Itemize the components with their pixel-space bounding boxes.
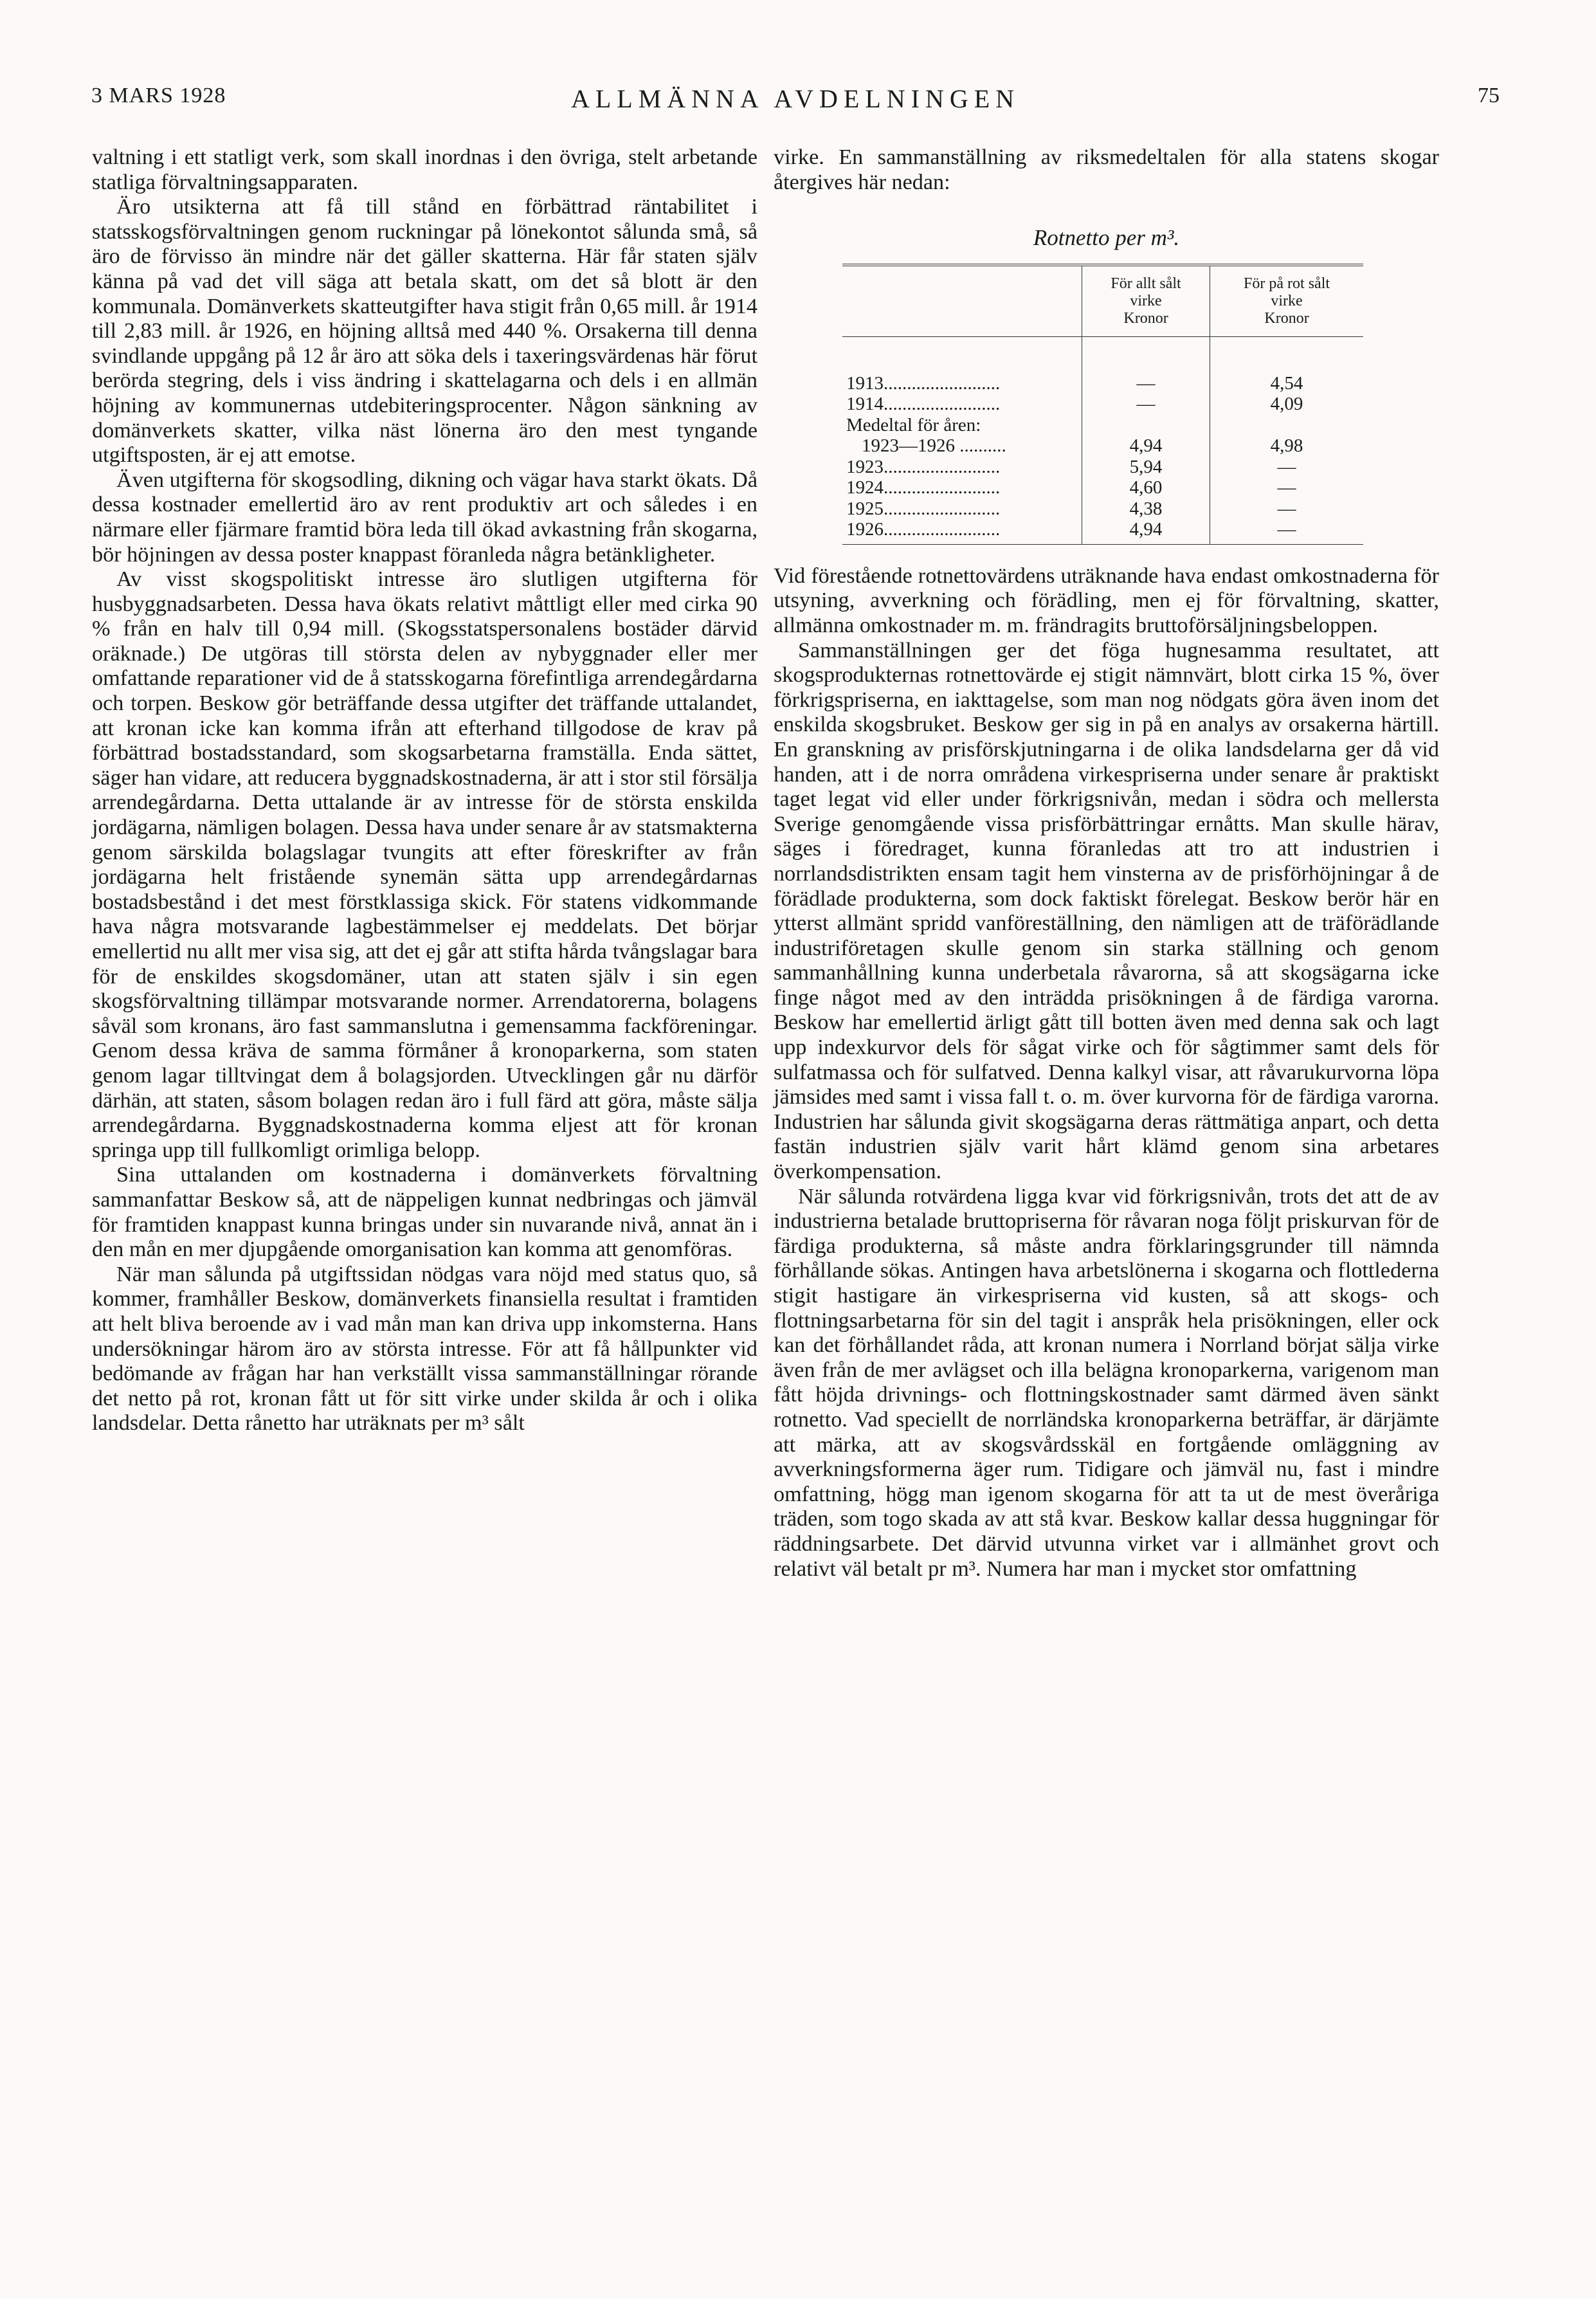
row-value-rot: — — [1210, 477, 1363, 498]
header-col1-unit: Kronor — [1123, 309, 1168, 327]
row-value-rot: — — [1210, 457, 1363, 478]
paragraph: Sammanställningen ger det föga hugnesamma resultatet, att skogsprodukternas rotnettovärde ej stigit nämnvärt, blott cirka 15 %, över förkrigspriserna, en iakttagelse, som man nog nödgats göra även inom det enskilda skogsbruket. Beskow ger sig in på en analys av orsakerna härtill. En granskning av prisförskjutningarna i de olika landsdelarna ger då vid handen, att i de norra områdena virkespriserna under senare år praktiskt taget legat vid eller under förkrigsnivån, medan i södra och mellersta Sverige genomgående vissa prisförbättringar ernåtts. Man skulle härav, säges i föredraget, kunna föranledas att tro att industrien i norrlandsdistrikten ensam tagit hem vinsterna av de prisförhöjningar å de förädlade produkterna, som dock faktiskt förelegat. Beskow berör här en ytterst allmänt spridd vanföreställning, den nämligen att de träförädlande industriföretagen skulle genom sin starka ställning och genom sammanhållning kunna underbetala råvarorna, så att skogsägarna icke finge något med av den inträdda prisökningen å de färdiga varorna. Beskow har emellertid ärligt gått till botten även med denna sak och lagt upp indexkurvor dels för sågat virke och för sågtimmer samt dels för sulfatmassa och för sulfatved. Denna kalkyl visar, att råvarukurvorna löpa jämsides med samt i vissa fall t. o. m. över kurvorna för de färdiga varorna. Industrien har sålunda givit skogsägarna deras rättmätiga anpart, och detta fastän industrien själv varit hårt klämd genom sina arbetares överkompensation. — [774, 638, 1439, 1184]
row-value-all: — — [1082, 336, 1210, 394]
row-value-rot: 4,09 — [1210, 394, 1363, 415]
row-value-all: 4,94 — [1082, 435, 1210, 457]
row-value-all: 4,94 — [1082, 519, 1210, 544]
header-date: 3 MARS 1928 — [91, 84, 226, 107]
row-value-rot: 4,98 — [1210, 435, 1363, 457]
paragraph: När sålunda rotvärdena ligga kvar vid förkrigsnivån, trots det att de av industrierna betalade bruttopriserna för råvaran noga följt priskurvan för de färdiga produkterna, så måste andra förklaringsgrunder till nämnda förhållande sökas. Antingen hava arbetslönerna i skogarna och flottlederna stigit hastigare än virkespriserna vid kusten, så att skogs- och flottningsarbetarna för sin del tagit i anspråk hela prisökningen, eller ock kan det förhållandet råda, att kronan numera i Norrland börjat sälja virke även från de mer avlägset och illa belägna kronoparkerna, varigenom man fått höjda drivnings- och flottningskostnader samt därmed även sänkt rotnetto. Vad speciellt de norrländska kronoparkerna beträffar, är därjämte att märka, att av skogsvårdsskäl en fortgående omläggning av avverkningsformerna äger rum. Tidigare och jämväl nu, fast i mindre omfattning, högg man igenom skogarna för att ta ut de mest överåriga träden, som togo skada av att stå kvar. Beskow kallar dessa huggningar för räddningsarbete. Det därvid utvunna virket var i allmänhet grovt och relativt väl betalt pr m³. Numera har man i mycket stor omfattning — [774, 1184, 1439, 1581]
paragraph: När man sålunda på utgiftssidan nödgas vara nöjd med status quo, så kommer, framhåller Beskow, domänverkets finansiella resultat i framtiden att helt bliva beroende av i vad mån man kan driva upp inkomsterna. Hans undersökningar härom äro av största intresse. För att få hållpunkter vid bedömande av frågan har han verkställt vissa sammanställningar rörande det netto på rot, kronan fått ut för sitt virke under skilda år och i olika landsdelar. Detta rånetto har uträknats per m³ sålt — [92, 1262, 757, 1436]
header-col1-line2: virke — [1130, 292, 1162, 309]
table-header-col1 — [1082, 265, 1210, 337]
table-row — [842, 415, 1363, 436]
header-col2-line1: För på rot sålt — [1244, 275, 1330, 292]
right-column — [774, 145, 1439, 1582]
table-row — [842, 435, 1363, 457]
row-label: 1914......................... — [846, 394, 1001, 415]
row-label: 1923—1926 .......... — [862, 435, 1006, 457]
table-caption: Rotnetto per m³. — [1033, 225, 1180, 251]
row-value-all: 4,38 — [1082, 498, 1210, 520]
table-row — [842, 498, 1363, 520]
header-title: ALLMÄNNA AVDELNINGEN — [570, 84, 1020, 113]
row-label: 1924......................... — [846, 477, 1001, 498]
row-label: Medeltal för åren: — [846, 414, 981, 435]
row-label: 1925......................... — [846, 498, 1001, 519]
page-number: 75 — [1478, 84, 1500, 107]
left-column — [92, 145, 757, 1436]
row-label: 1926......................... — [842, 519, 1082, 544]
paragraph: valtning i ett statligt verk, som skall inordnas i den övriga, stelt arbetande statliga förvaltningsapparaten. — [92, 145, 757, 194]
row-value-all: 4,60 — [1082, 477, 1210, 498]
table-header-col2 — [1210, 265, 1363, 337]
table-row — [842, 457, 1363, 478]
paragraph: Även utgifterna för skogsodling, dikning och vägar hava starkt ökats. Då dessa kostnader emellertid äro av rent produktiv art och således i en närmare eller fjärmare framtid böra leda till ökad avkastning från skogarna, bör höjningen av dessa poster knappast föranleda några betänkligheter. — [92, 468, 757, 567]
paragraph: Äro utsikterna att få till stånd en förbättrad räntabilitet i statsskogsförvaltningen genom ruckningar på lönekontot sålunda små, så äro de förvisso än mindre när det gäller skatterna. Här får staten själv känna på vad det vill säga att betala skatt, om det så blott är den kommunala. Domänverkets skatteutgifter hava stigit från 0,65 mill. år 1914 till 2,83 mill. år 1926, en höjning alltså med 440 %. Orsakerna till denna svindlande uppgång på 12 år äro att söka dels i taxeringsvärdenas här förut berörda stegring, dels i viss ändring i skattelagarna och dels i en allmän höjning av kommunernas utdebiteringsprocenter. Någon sänkning av domänverkets skatter, vilka näst lönerna äro den mest tyngande utgiftsposten, är ej att emotse. — [92, 195, 757, 468]
paragraph: Av visst skogspolitiskt intresse äro slutligen utgifterna för husbyggnadsarbeten. Dessa hava ökats relativt måttligt eller med cirka 90 % från en halv till 0,94 mill. (Skogsstatspersonalens bostäder därvid oräknade.) De utgöras till största delen av nybyggnader eller mer omfattande reparationer vid de å statsskogarna förefintliga arrendegårdarna och torpen. Beskow gör beträffande dessa utgifter det träffande uttalandet, att kronan icke kan komma ifrån att efterhand tillgodose de krav på förbättrad bostadsstandard, som skogsarbetarna framställa. Enda sättet, säger han vidare, att reducera byggnadskostnaderna, är att i stor stil försälja arrendegårdarna. Detta uttalande är av intresse för de största enskilda jordägarna, nämligen bolagen. Dessa hava under senare år av statsmakterna genom särskilda bolagslagar tvungits att efter föreskrifter av från jordägarna helt fristående synemän sätta upp arrendegårdarnas bostadsbestånd i det mest förstklassiga skick. För statens vidkommande hava några motsvarande lagbestämmelser ej meddelats. Det börjar emellertid nu allt mer visa sig, att det ej går att stifta hårda tvångslagar bara för de enskildes skogsdomäner, utan att staten själv i sin egen skogsförvaltning tillämpar motsvarande normer. Arrendatorerna, bolagens såväl som kronans, äro fast sammanslutna i gemensamma fackföreningar. Genom dessa kräva de samma förmåner å kronoparkerna, som staten genom lagar tilltvingat dem å bolagsjorden. Utvecklingen går nu därför därhän, att staten, såsom bolagen redan äro i full färd att göra, måste sälja arrendegårdarna. Byggnadskostnaderna komma eljest att för kronan springa upp till fullkomligt orimliga belopp. — [92, 567, 757, 1162]
header-col2-unit: Kronor — [1264, 309, 1309, 327]
running-header — [91, 84, 1500, 122]
row-label: 1923......................... — [846, 456, 1001, 477]
table-row — [842, 519, 1363, 544]
table-header-blank — [842, 265, 1082, 337]
table-row — [842, 477, 1363, 498]
row-value-all — [1082, 415, 1210, 436]
row-value-rot: — — [1210, 498, 1363, 520]
row-value-rot — [1210, 415, 1363, 436]
table-header-row — [842, 265, 1363, 337]
rotnetto-table — [842, 264, 1363, 545]
row-value-rot: 4,54 — [1210, 336, 1363, 394]
header-col1-line1: För allt sålt — [1111, 275, 1181, 292]
header-col2-line2: virke — [1271, 292, 1303, 309]
row-value-rot: — — [1210, 519, 1363, 544]
table-row — [842, 336, 1363, 394]
paragraph: Vid förestående rotnettovärdens uträknande hava endast omkostnaderna för utsyning, avverkning och förädling, men ej för förvaltning, skatter, allmänna omkostnader m. m. frändragits bruttoförsäljningsbeloppen. — [774, 563, 1439, 637]
row-label: 1913......................... — [846, 372, 1001, 394]
paragraph: Sina uttalanden om kostnaderna i domänverkets förvaltning sammanfattar Beskow så, att de näppeligen kunnat nedbringas och jämväl för framtiden knappast kunna bringas under sin nuvarande nivå, annat än i den mån en mer djupgående omorganisation kan komma att genomföras. — [92, 1163, 757, 1262]
row-value-all: 5,94 — [1082, 457, 1210, 478]
row-value-all: — — [1082, 394, 1210, 415]
table-row — [842, 394, 1363, 415]
paragraph: virke. En sammanställning av riksmedeltalen för alla statens skogar återgives här nedan: — [774, 145, 1439, 194]
